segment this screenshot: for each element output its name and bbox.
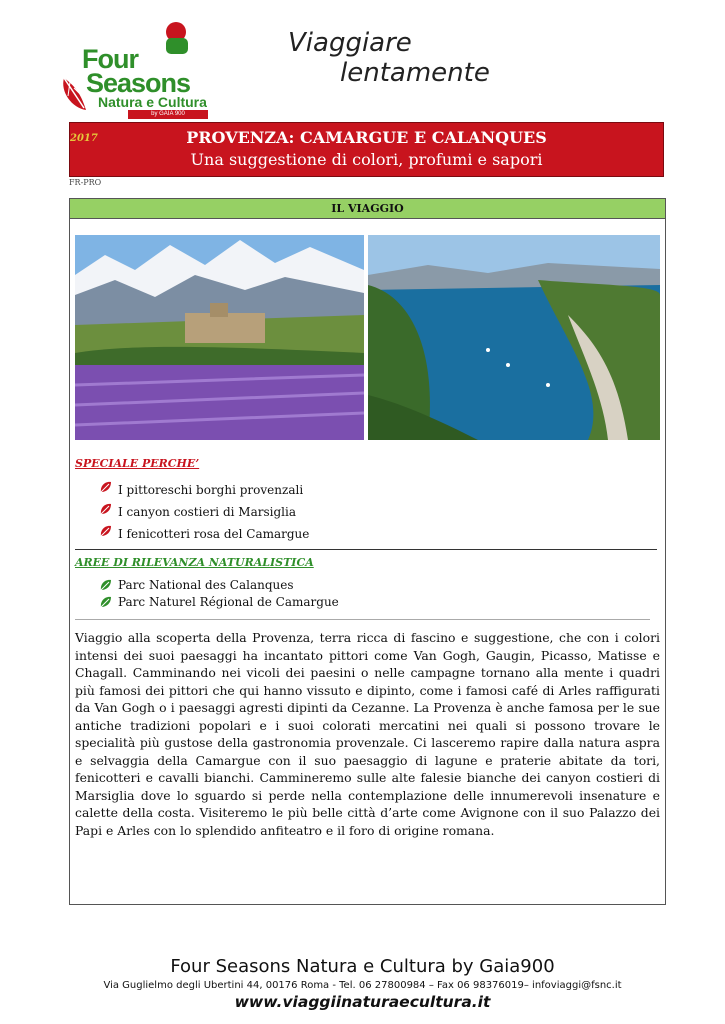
company-logo xyxy=(58,18,233,118)
trip-code: FR-PRO xyxy=(69,178,102,187)
title-banner xyxy=(69,122,664,177)
logo-four-text: Four xyxy=(82,44,138,74)
year-label: 2017 xyxy=(70,133,98,144)
list-item-label: I canyon costieri di Marsiglia xyxy=(118,505,296,519)
list-item xyxy=(100,594,339,611)
tagline xyxy=(288,28,490,88)
list-item-label: Parc Naturel Régional de Camargue xyxy=(118,595,339,609)
speciale-list xyxy=(100,479,309,545)
list-item xyxy=(100,501,309,523)
list-item xyxy=(100,523,309,545)
footer-address: Via Guglielmo degli Ubertini 44, 00176 Roma - Tel. 06 27800984 – Fax 06 98376019– infoviaggi@fsnc.it xyxy=(103,980,622,991)
logo-subtitle: Natura e Cultura xyxy=(98,94,207,110)
green-leaf-icon xyxy=(100,596,112,608)
list-item xyxy=(100,577,339,594)
content-frame xyxy=(69,198,666,905)
divider xyxy=(75,549,657,550)
green-leaf-icon xyxy=(100,579,112,591)
logo-seasons-text: Seasons xyxy=(86,68,191,98)
section-heading: IL VIAGGIO xyxy=(70,199,665,219)
tagline-line-2: lentamente xyxy=(340,58,490,88)
list-item-label: Parc National des Calanques xyxy=(118,578,294,592)
aree-heading: AREE DI RILEVANZA NATURALISTICA xyxy=(75,556,314,569)
aree-list xyxy=(100,577,339,611)
list-item-label: I pittoreschi borghi provenzali xyxy=(118,483,304,497)
red-leaf-icon xyxy=(100,525,112,537)
photo-lavender-village xyxy=(75,235,364,440)
red-leaf-icon xyxy=(100,503,112,515)
footer-company: Four Seasons Natura e Cultura by Gaia900 xyxy=(170,956,555,977)
red-leaf-icon xyxy=(100,481,112,493)
list-item-label: I fenicotteri rosa del Camargue xyxy=(118,527,310,541)
speciale-heading: SPECIALE PERCHE’ xyxy=(75,457,200,470)
trip-description: Viaggio alla scoperta della Provenza, terra ricca di fascino e suggestione, che con i colori intensi dei suoi paesaggi ha incantato pittori come Van Gogh, Gaugin, Picasso, Matisse e Chagall. Camminando nei vicoli dei paesini o nelle campagne tornano alla mente i quadri più famosi dei pittori che qui hanno vissuto e dipinto, come i famosi café di Arles raffigurati da Van Gogh o i paesaggi agresti dipinti da Cezanne. La Provenza è anche famosa per le sue antiche tradizioni popolari e i suoi colorati mercatini nei quali si possono trovare le specialità più gustose della gastronomia provenzale. Ci lasceremo rapire dalla natura aspra e selvaggia della Camargue con il suo paesaggio di lagune e praterie abitate da tori, fenicotteri e cavalli bianchi. Cammineremo sulle alte falesie bianche dei canyon costieri di Marsiglia dove lo sguardo si perde nella contemplazione delle innumerevoli insenature e calette della costa. Visiteremo le più belle città d’arte come Avignone con il suo Palazzo dei Papi e Arles con lo splendido anfiteatro e il foro di origine romana. xyxy=(75,630,660,838)
divider xyxy=(75,619,650,620)
trip-subtitle: Una suggestione di colori, profumi e sapori xyxy=(190,150,543,169)
list-item xyxy=(100,479,309,501)
footer-website-link[interactable]: www.viaggiinaturaecultura.it xyxy=(234,993,491,1011)
photo-calanques xyxy=(368,235,660,440)
logo-by-gaia: by GAIA 900 xyxy=(128,110,208,119)
trip-title: PROVENZA: CAMARGUE E CALANQUES xyxy=(186,128,547,147)
tagline-line-1: Viaggiare xyxy=(288,28,412,58)
